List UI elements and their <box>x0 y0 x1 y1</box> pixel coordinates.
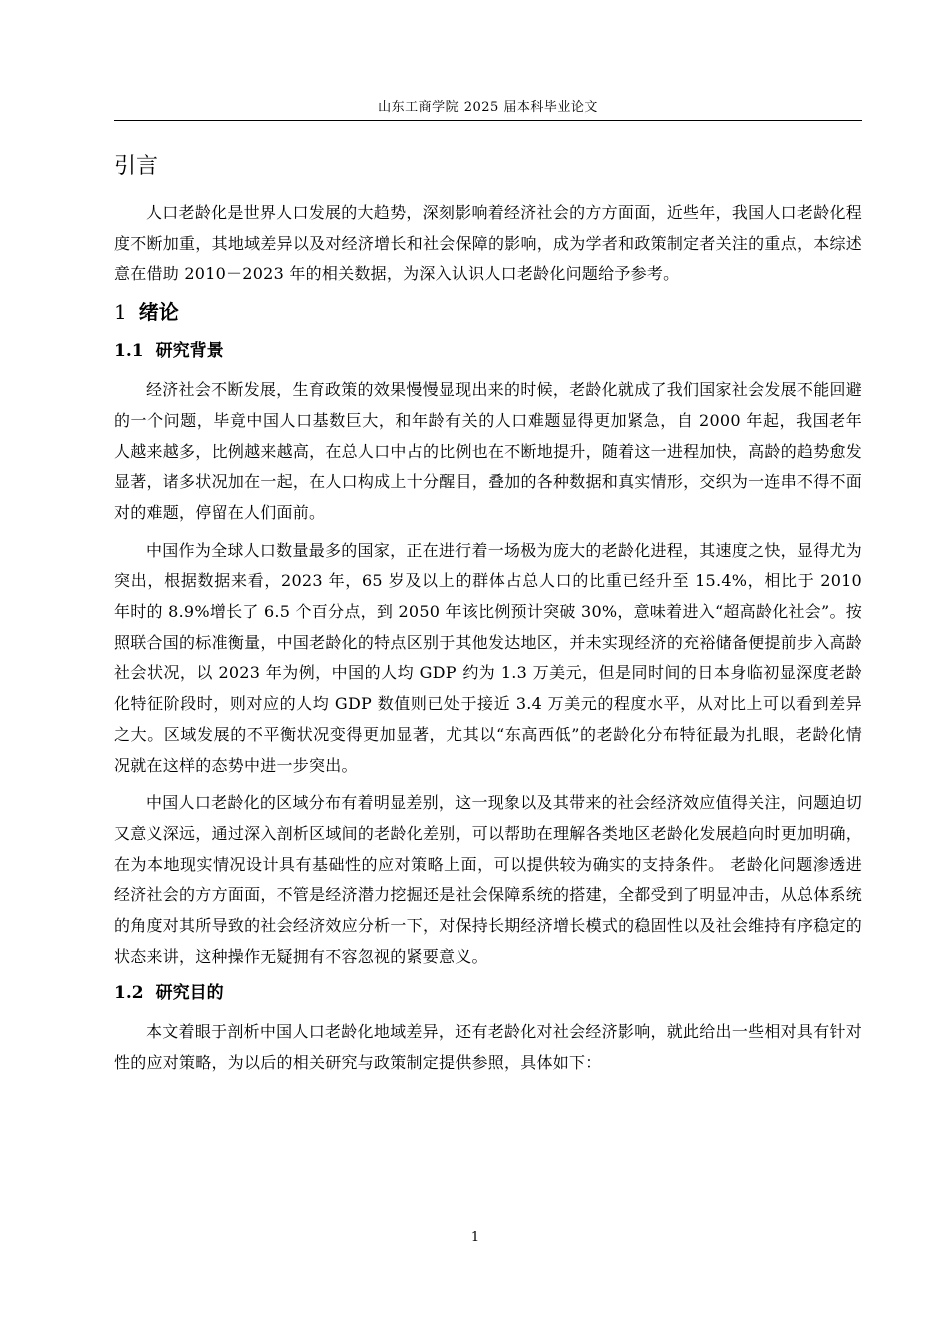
chapter-heading <box>114 297 862 327</box>
header-rule <box>114 120 862 121</box>
section-number: 1.1 <box>114 341 144 362</box>
section-title: 研究目的 <box>155 983 224 1004</box>
body-paragraph: 本文着眼于剖析中国人口老龄化地域差异，还有老龄化对社会经济影响，就此给出一些相对具有针对性的应对策略，为以后的相关研究与政策制定提供参照，具体如下： <box>114 1022 862 1073</box>
section-number: 1.2 <box>114 983 144 1004</box>
running-header: 山东工商学院 2025 届本科毕业论文 <box>378 100 598 115</box>
intro-heading: 引言 <box>114 154 159 179</box>
intro-paragraph: 人口老龄化是世界人口发展的大趋势，深刻影响着经济社会的方方面面，近些年，我国人口老龄化程度不断加重，其地域差异以及对经济增长和社会保障的影响，成为学者和政策制定者关注的重点，本综述意在借助 2010－2023 年的相关数据，为深入认识人口老龄化问题给予参考。 <box>114 203 862 284</box>
body-paragraph: 中国人口老龄化的区域分布有着明显差别，这一现象以及其带来的社会经济效应值得关注，问题迫切又意义深远，通过深入剖析区域间的老龄化差别，可以帮助在理解各类地区老龄化发展趋向时更加明确，在为本地现实情况设计具有基础性的应对策略上面，可以提供较为确实的支持条件。 老龄化问题渗透进经济社会的方方面面，不管是经济潜力挖掘还是社会保障系统的搭建，全都受到了明显冲击，从总体系统的角度对其所导致的社会经济效应分析一下，对保持长期经济增长模式的稳固性以及社会维持有序稳定的状态来讲，这种操作无疑拥有不容忽视的紧要意义。 <box>114 793 862 966</box>
body-paragraph: 经济社会不断发展，生育政策的效果慢慢显现出来的时候，老龄化就成了我们国家社会发展不能回避的一个问题，毕竟中国人口基数巨大，和年龄有关的人口难题显得更加紧急，自 2000 年起，我国老年人越来越多，比例越来越高，在总人口中占的比例也在不断地提升，随着这一进程加快，高龄的趋势愈发显著，诸多状况加在一起，在人口构成上十分醒目，叠加的各种数据和真实情形，交织为一连串不得不面对的难题，停留在人们面前。 <box>114 380 862 522</box>
section-heading-purpose <box>114 979 862 1007</box>
body-paragraph: 中国作为全球人口数量最多的国家，正在进行着一场极为庞大的老龄化进程，其速度之快，显得尤为突出，根据数据来看，2023 年，65 岁及以上的群体占总人口的比重已经升至 15.4%，相比于 2010 年时的 8.9%增长了 6.5 个百分点，到 2050 年该比例预计突破 30%，意味着进入“超高龄化社会”。按照联合国的标准衡量，中国老龄化的特点区别于其他发达地区，并未实现经济的充裕储备便提前步入高龄社会状况，以 2023 年为例，中国的人均 GDP 约为 1.3 万美元，但是同时间的日本身临初显深度老龄化特征阶段时，则对应的人均 GDP 数值则已处于接近 3.4 万美元的程度水平，从对比上可以看到差异之大。区域发展的不平衡状况变得更加显著，尤其以“东高西低”的老龄化分布特征最为扎眼，老龄化情况就在这样的态势中进一步突出。 <box>114 540 862 775</box>
chapter-number: 1 <box>114 300 127 325</box>
chapter-title: 绪论 <box>138 300 179 325</box>
page-number: 1 <box>470 1230 480 1245</box>
section-title: 研究背景 <box>155 341 224 362</box>
page-content <box>114 150 862 1086</box>
section-heading-background <box>114 337 862 365</box>
